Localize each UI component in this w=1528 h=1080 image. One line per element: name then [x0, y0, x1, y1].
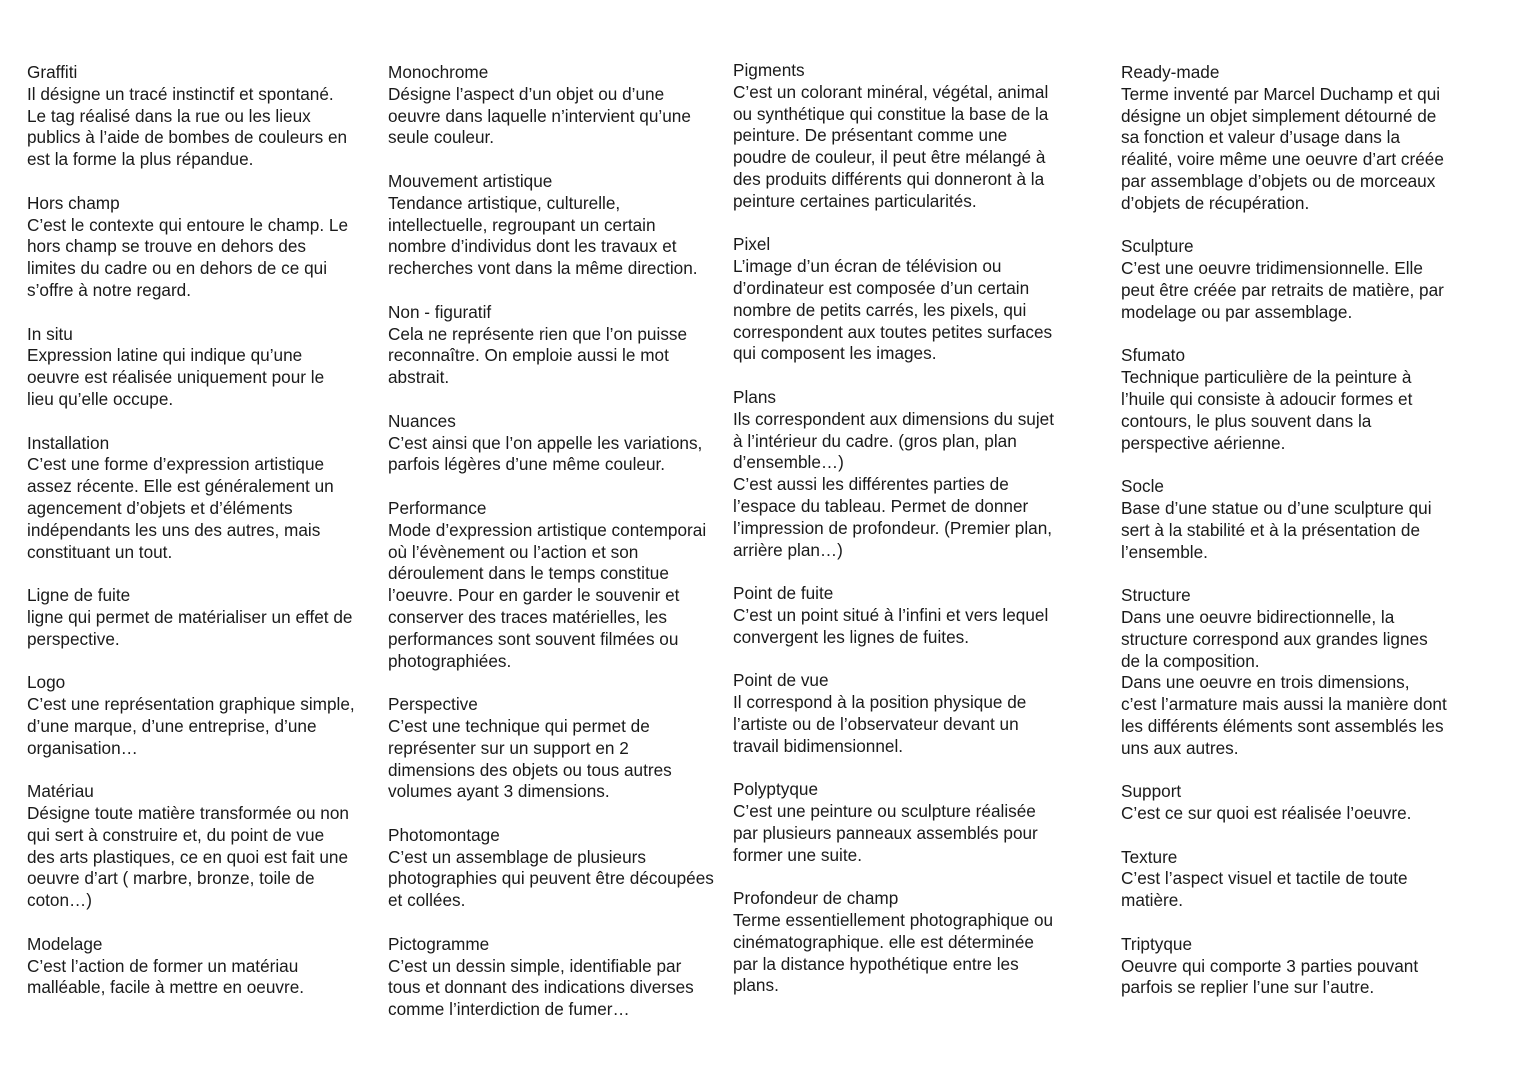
glossary-definition-line: C’est un colorant minéral, végétal, animal	[733, 81, 1049, 102]
glossary-definition-line: dimensions des objets ou tous autres	[388, 759, 672, 780]
glossary-definition-line: perspective.	[27, 628, 120, 649]
glossary-entry	[388, 934, 726, 1021]
glossary-definition-line: d’objets de récupération.	[1121, 192, 1310, 213]
glossary-definition-line: matière.	[1121, 890, 1184, 911]
glossary-definition-line: C’est ce sur quoi est réalisée l’oeuvre.	[1121, 803, 1412, 824]
glossary-term: Monochrome	[388, 62, 489, 82]
glossary-entry	[1121, 476, 1481, 563]
glossary-definition-line: volumes ayant 3 dimensions.	[388, 781, 610, 802]
glossary-definition-line: par assemblage d’objets ou de morceaux	[1121, 170, 1436, 191]
glossary-definition-line: C’est l’action de former un matériau	[27, 955, 299, 976]
glossary-term: Pixel	[733, 234, 771, 255]
glossary-definition-line: comme l’interdiction de fumer…	[388, 999, 630, 1020]
glossary-term: Sculpture	[1121, 236, 1194, 257]
glossary-definition-line: convergent les lignes de fuites.	[733, 626, 969, 647]
glossary-entry	[388, 498, 726, 672]
glossary-definition-line: constituant un tout.	[27, 541, 173, 562]
glossary-term: Polyptyque	[733, 779, 819, 800]
glossary-definition-line: reconnaître. On emploie aussi le mot	[388, 345, 669, 366]
glossary-term: Installation	[27, 432, 110, 453]
glossary-entry	[388, 171, 726, 280]
glossary-definition-line: réalité, voire même une oeuvre d’art créée	[1121, 149, 1444, 170]
glossary-term: Photomontage	[388, 824, 500, 845]
glossary-definition-line: cinématographique. elle est déterminée	[733, 931, 1034, 952]
glossary-entry	[733, 779, 1078, 866]
glossary-definition-line: perspective aérienne.	[1121, 432, 1286, 453]
glossary-definition-line: C’est le contexte qui entoure le champ. Le	[27, 214, 349, 235]
glossary-definition-line: peinture certaines particularités.	[733, 190, 977, 211]
glossary-entry	[27, 672, 379, 759]
glossary-definition-line: intellectuelle, regroupant un certain	[388, 214, 656, 235]
glossary-entry	[27, 433, 379, 564]
glossary-definition-line: publics à l’aide de bombes de couleurs en	[27, 127, 348, 148]
glossary-definition-line: organisation…	[27, 737, 138, 758]
glossary-term: Performance	[388, 497, 487, 518]
glossary-definition-line: limites du cadre ou en dehors de ce qui	[27, 258, 328, 279]
glossary-term: Ready-made	[1121, 62, 1220, 82]
glossary-entry	[1121, 847, 1481, 912]
glossary-definition-line: oeuvre d’art ( marbre, bronze, toile de	[27, 868, 315, 889]
glossary-definition-line: Oeuvre qui comporte 3 parties pouvant	[1121, 955, 1419, 976]
glossary-definition-line: Désigne toute matière transformée ou non	[27, 803, 349, 824]
glossary-definition-line: d’ordinateur est composée d’un certain	[733, 277, 1030, 298]
glossary-entry	[1121, 585, 1481, 759]
glossary-term: Sfumato	[1121, 345, 1186, 366]
glossary-definition-line: désigne un objet simplement détourné de	[1121, 105, 1437, 126]
glossary-column-1	[27, 62, 379, 1021]
glossary-entry	[388, 825, 726, 912]
glossary-entry	[388, 694, 726, 803]
glossary-definition-line: c’est l’armature mais aussi la manière dont	[1121, 694, 1447, 715]
glossary-definition-line: où l’évènement ou l’action et son	[388, 541, 639, 562]
glossary-definition-line: ou synthétique qui constitue la base de la	[733, 103, 1049, 124]
glossary-entry	[1121, 934, 1481, 999]
glossary-definition-line: C’est une représentation graphique simple,	[27, 694, 355, 715]
glossary-definition-line: les différents éléments sont assemblés les	[1121, 715, 1444, 736]
glossary-definition-line: poudre de couleur, il peut être mélangé à	[733, 147, 1046, 168]
glossary-definition-line: d’une marque, d’une entreprise, d’une	[27, 715, 317, 736]
glossary-definition-line: s’offre à notre regard.	[27, 279, 192, 300]
glossary-definition-line: parfois légères d’une même couleur.	[388, 454, 666, 475]
glossary-definition-line: Le tag réalisé dans la rue ou les lieux	[27, 105, 311, 126]
glossary-entry	[1121, 345, 1481, 454]
glossary-entry	[733, 888, 1078, 997]
glossary-definition-line: seule couleur.	[388, 127, 495, 148]
glossary-column-4	[1121, 62, 1481, 1021]
glossary-definition-line: Expression latine qui indique qu’une	[27, 345, 303, 366]
glossary-definition-line: recherches vont dans la même direction.	[388, 258, 698, 279]
glossary-definition-line: Ils correspondent aux dimensions du sujet	[733, 408, 1055, 429]
glossary-definition-line: conserver des traces matérielles, les	[388, 606, 667, 627]
glossary-definition-line: Technique particulière de la peinture à	[1121, 367, 1412, 388]
glossary-definition-line: C’est ainsi que l’on appelle les variations,	[388, 432, 703, 453]
glossary-definition-line: C’est une technique qui permet de	[388, 715, 650, 736]
glossary-definition-line: lieu qu’elle occupe.	[27, 388, 174, 409]
glossary-definition-line: former une suite.	[733, 844, 862, 865]
glossary-definition-line: est la forme la plus répandue.	[27, 149, 254, 170]
glossary-definition-line: uns aux autres.	[1121, 737, 1239, 758]
glossary-definition-line: peinture. De présentant comme une	[733, 125, 1008, 146]
glossary-definition-line: hors champ se trouve en dehors des	[27, 236, 306, 257]
glossary-term: Structure	[1121, 585, 1191, 606]
glossary-definition-line: C’est une peinture ou sculpture réalisée	[733, 801, 1036, 822]
glossary-definition-line: correspondent aux toutes petites surfaces	[733, 321, 1053, 342]
glossary-entry	[27, 193, 379, 302]
glossary-definition-line: l’artiste ou de l’observateur devant un	[733, 713, 1019, 734]
glossary-definition-line: oeuvre dans laquelle n’intervient qu’une	[388, 105, 691, 126]
glossary-entry	[27, 585, 379, 650]
glossary-definition-line: Tendance artistique, culturelle,	[388, 192, 621, 213]
glossary-entry	[27, 324, 379, 411]
glossary-definition-line: travail bidimensionnel.	[733, 735, 904, 756]
glossary-definition-line: l’impression de profondeur. (Premier plan,	[733, 517, 1053, 538]
glossary-definition-line: qui sert à construire et, du point de vue	[27, 824, 325, 845]
glossary-definition-line: Cela ne représente rien que l’on puisse	[388, 323, 688, 344]
glossary-term: Support	[1121, 781, 1182, 802]
glossary-definition-line: nombre de petits carrés, les pixels, qui	[733, 299, 1027, 320]
glossary-term: Plans	[733, 386, 776, 407]
glossary-definition-line: abstrait.	[388, 367, 450, 388]
glossary-term: Mouvement artistique	[388, 170, 553, 191]
glossary-definition-line: sert à la stabilité et à la présentation de	[1121, 519, 1421, 540]
glossary-term: Pigments	[733, 60, 805, 80]
glossary-definition-line: Il désigne un tracé instinctif et spontané.	[27, 83, 334, 104]
glossary-definition-line: malléable, facile à mettre en oeuvre.	[27, 977, 305, 998]
glossary-definition-line: agencement d’objets et d’éléments	[27, 497, 293, 518]
glossary-definition-line: l’espace du tableau. Permet de donner	[733, 495, 1029, 516]
glossary-definition-line: plans.	[733, 975, 779, 996]
glossary-definition-line: Dans une oeuvre en trois dimensions,	[1121, 672, 1410, 693]
glossary-entry	[733, 670, 1078, 757]
glossary-entry	[388, 62, 726, 149]
glossary-entry	[27, 781, 379, 912]
glossary-definition-line: C’est l’aspect visuel et tactile de toute	[1121, 868, 1408, 889]
glossary-column-3	[733, 60, 1078, 1019]
glossary-term: Non - figuratif	[388, 301, 492, 322]
glossary-term: In situ	[27, 323, 73, 344]
glossary-definition-line: l’huile qui consiste à adoucir formes et	[1121, 388, 1413, 409]
glossary-definition-line: Il correspond à la position physique de	[733, 692, 1027, 713]
glossary-entry	[27, 934, 379, 999]
glossary-definition-line: arrière plan…)	[733, 539, 843, 560]
glossary-definition-line: des produits différents qui donneront à la	[733, 168, 1045, 189]
glossary-definition-line: qui composent les images.	[733, 343, 937, 364]
glossary-definition-line: oeuvre est réalisée uniquement pour le	[27, 367, 325, 388]
glossary-term: Profondeur de champ	[733, 888, 899, 909]
glossary-definition-line: ligne qui permet de matérialiser un effet de	[27, 606, 353, 627]
glossary-definition-line: d’ensemble…)	[733, 452, 844, 473]
glossary-definition-line: C’est un point situé à l’infini et vers lequel	[733, 604, 1049, 625]
glossary-term: Socle	[1121, 476, 1164, 497]
glossary-entry	[1121, 236, 1481, 323]
glossary-definition-line: performances sont souvent filmées ou	[388, 628, 679, 649]
glossary-definition-line: par plusieurs panneaux assemblés pour	[733, 822, 1038, 843]
glossary-entry	[388, 302, 726, 389]
glossary-term: Modelage	[27, 933, 103, 954]
glossary-definition-line: nombre d’individus dont les travaux et	[388, 236, 677, 257]
glossary-definition-line: par la distance hypothétique entre les	[733, 953, 1019, 974]
glossary-definition-line: l’ensemble.	[1121, 541, 1208, 562]
glossary-entry	[733, 387, 1078, 561]
glossary-term: Matériau	[27, 781, 94, 802]
glossary-definition-line: de la composition.	[1121, 650, 1260, 671]
glossary-entry	[733, 234, 1078, 365]
glossary-definition-line: photographies qui peuvent être découpées	[388, 868, 714, 889]
glossary-term: Nuances	[388, 410, 456, 431]
glossary-definition-line: représenter sur un support en 2	[388, 737, 629, 758]
glossary-term: Pictogramme	[388, 933, 490, 954]
glossary-definition-line: l’oeuvre. Pour en garder le souvenir et	[388, 585, 680, 606]
glossary-entry	[1121, 781, 1481, 825]
glossary-definition-line: Terme essentiellement photographique ou	[733, 910, 1054, 931]
glossary-term: Graffiti	[27, 62, 78, 82]
glossary-definition-line: tous et donnant des indications diverses	[388, 977, 694, 998]
glossary-definition-line: des arts plastiques, ce en quoi est fait une	[27, 846, 349, 867]
glossary-definition-line: C’est une forme d’expression artistique	[27, 454, 325, 475]
glossary-term: Point de fuite	[733, 583, 834, 604]
glossary-entry	[388, 411, 726, 476]
glossary-term: Hors champ	[27, 192, 120, 213]
glossary-definition-line: Dans une oeuvre bidirectionnelle, la	[1121, 606, 1395, 627]
glossary-column-2	[388, 62, 726, 1043]
glossary-term: Ligne de fuite	[27, 585, 131, 606]
glossary-definition-line: sa fonction et valeur d’usage dans la	[1121, 127, 1401, 148]
glossary-definition-line: C’est une oeuvre tridimensionnelle. Elle	[1121, 258, 1423, 279]
glossary-term: Point de vue	[733, 670, 829, 691]
glossary-definition-line: Mode d’expression artistique contemporai	[388, 519, 707, 540]
glossary-definition-line: Désigne l’aspect d’un objet ou d’une	[388, 83, 665, 104]
glossary-entry	[733, 583, 1078, 648]
glossary-definition-line: coton…)	[27, 890, 92, 911]
glossary-definition-line: C’est un assemblage de plusieurs	[388, 846, 646, 867]
glossary-definition-line: Terme inventé par Marcel Duchamp et qui	[1121, 83, 1441, 104]
glossary-entry	[1121, 62, 1481, 215]
glossary-definition-line: parfois se replier l’une sur l’autre.	[1121, 977, 1375, 998]
glossary-term: Texture	[1121, 846, 1178, 867]
glossary-definition-line: L’image d’un écran de télévision ou	[733, 256, 1002, 277]
glossary-term: Logo	[27, 672, 66, 693]
glossary-term: Triptyque	[1121, 933, 1193, 954]
glossary-definition-line: Base d’une statue ou d’une sculpture qui	[1121, 497, 1432, 518]
glossary-definition-line: déroulement dans le temps constitue	[388, 563, 669, 584]
glossary-definition-line: à l’intérieur du cadre. (gros plan, plan	[733, 430, 1017, 451]
glossary-definition-line: contours, le plus souvent dans la	[1121, 410, 1372, 431]
glossary-entry	[27, 62, 379, 171]
glossary-definition-line: indépendants les uns des autres, mais	[27, 519, 321, 540]
glossary-definition-line: assez récente. Elle est généralement un	[27, 476, 334, 497]
glossary-definition-line: modelage ou par assemblage.	[1121, 301, 1353, 322]
glossary-definition-line: structure correspond aux grandes lignes	[1121, 628, 1428, 649]
glossary-definition-line: C’est un dessin simple, identifiable par	[388, 955, 682, 976]
glossary-definition-line: C’est aussi les différentes parties de	[733, 474, 1009, 495]
glossary-definition-line: peut être créée par retraits de matière, par	[1121, 279, 1444, 300]
glossary-entry	[733, 60, 1078, 213]
glossary-definition-line: et collées.	[388, 890, 466, 911]
glossary-term: Perspective	[388, 694, 478, 715]
glossary-definition-line: photographiées.	[388, 650, 512, 671]
